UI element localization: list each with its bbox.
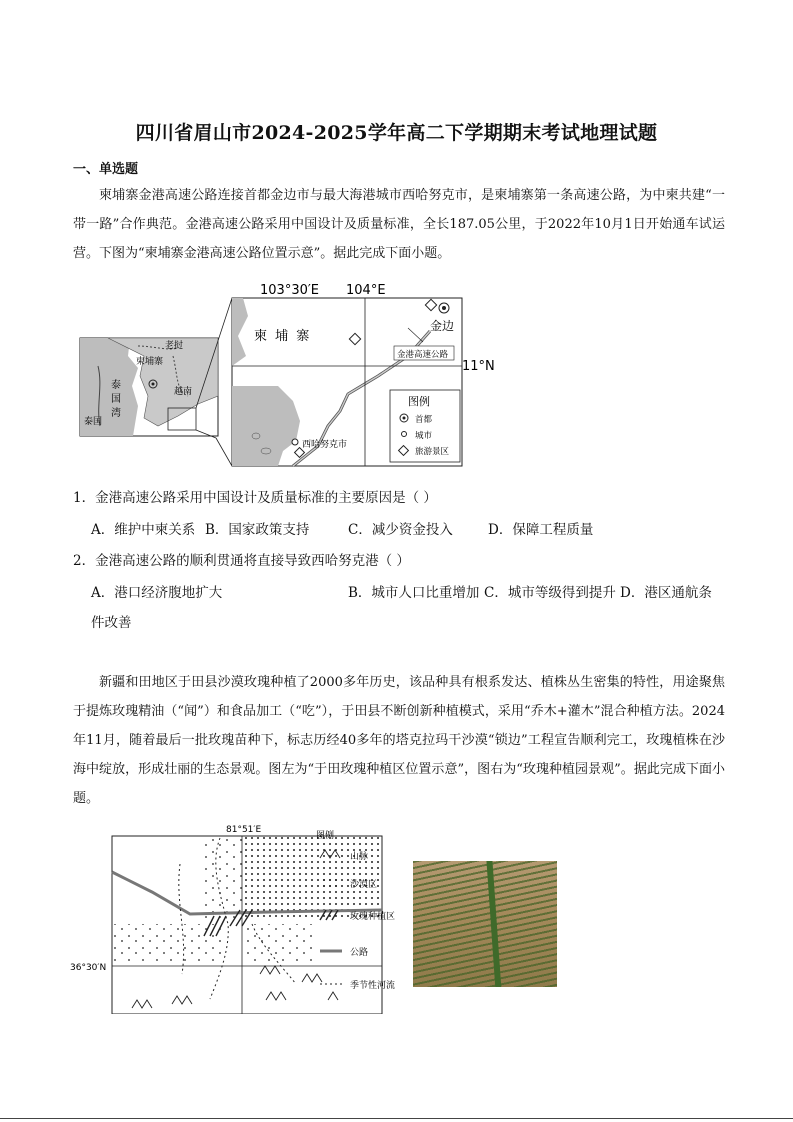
legend-scenic: 旅游景区 [415, 447, 450, 457]
q2-option-c[interactable]: C．城市等级得到提升 [484, 585, 616, 601]
section-label: 一、单选题 [73, 162, 139, 177]
passage-2-text: 新疆和田地区于田县沙漠玫瑰种植了2000多年历史，该品种具有根系发达、植株丛生密集的特性，用途聚焦于提炼玫瑰精油（“闻”）和食品加工（“吃”），于田县不断创新种植模式，采用“乔木+灌木”混合种植方法。2024年11月，随着最后一批玫瑰苗种下，标志历经40多年的塔克拉玛干沙漠“锁边”工程宣告顺利完工，玫瑰植株在沙海中绽放，形成壮丽的生态景观。图左为“于田玫瑰种植区位置示意”，图右为“玫瑰种植园景观”。据此完成下面小题。 [73, 675, 725, 806]
passage-2 [73, 668, 725, 813]
page-title: 四川省眉山市2024-2025学年高二下学期期末考试地理试题 [135, 122, 658, 144]
map2-legend-desert: 沙漠区 [350, 880, 378, 890]
inset-label-cambodia: 柬埔寨 [136, 357, 164, 367]
inset-label-thailand: 泰国 [84, 417, 103, 427]
inset-label-gulf-1: 泰 [111, 380, 121, 391]
q2-option-a[interactable]: A．港口经济腹地扩大 [91, 585, 223, 601]
map2-legend-title: 图例 [316, 831, 335, 841]
inset-label-gulf-3: 湾 [111, 408, 121, 419]
map2-legend-river: 季节性河流 [350, 981, 396, 991]
map2-legend-mountain: 山脉 [350, 852, 369, 862]
legend-city: 城市 [415, 431, 433, 441]
capital-label: 金边 [430, 319, 455, 333]
q1-option-b[interactable]: B．国家政策支持 [205, 522, 310, 538]
q1-option-d[interactable]: D．保障工程质量 [488, 522, 594, 538]
photo-green-strip [486, 861, 502, 987]
question-1-stem: 1．金港高速公路采用中国设计及质量标准的主要原因是（ ） [73, 490, 437, 506]
inset-label-vietnam: 越南 [174, 387, 193, 397]
main-map [232, 283, 495, 466]
country-label: 柬 埔 寨 [254, 329, 312, 344]
inset-label-gulf-2: 国 [111, 394, 121, 405]
map2-legend-rose: 玫瑰种植区 [350, 912, 396, 922]
map2-lon-label: 81°51′E [226, 825, 262, 835]
highway-label: 金港高速公路 [397, 350, 449, 360]
lon-label-1: 103°30′E [260, 283, 320, 298]
lon-label-2: 104°E [346, 283, 386, 298]
inset-map [80, 298, 232, 466]
q2-option-d-wrap: 件改善 [91, 615, 132, 631]
port-label: 西哈努克市 [302, 440, 348, 450]
q1-option-c[interactable]: C．减少资金投入 [348, 522, 453, 538]
q1-option-a[interactable]: A．维护中柬关系 [91, 522, 196, 538]
q2-option-b[interactable]: B．城市人口比重增加 [348, 585, 480, 601]
map2-legend-road: 公路 [350, 948, 369, 958]
passage-1 [73, 181, 725, 268]
legend-title: 图例 [408, 395, 430, 408]
passage-1-text: 柬埔寨金港高速公路连接首都金边市与最大海港城市西哈努克市，是柬埔寨第一条高速公路，为中柬共建“一带一路”合作典范。金港高速公路采用中国设计及质量标准，全长187.05公里，于2022年10月1日开始通车试运营。下图为“柬埔寨金港高速公路位置示意”。据此完成下面小题。 [73, 188, 725, 261]
inset-label-laos: 老挝 [165, 341, 184, 351]
lat-label: 11°N [462, 359, 495, 374]
map2-lat-label: 36°30′N [70, 963, 107, 973]
yutian-rose-map [70, 824, 410, 1014]
q2-option-d[interactable]: D．港区通航条 [620, 585, 712, 601]
legend-capital: 首都 [415, 415, 433, 425]
rose-plantation-photo [413, 861, 557, 987]
cambodia-highway-map [78, 276, 498, 468]
question-2-stem: 2．金港高速公路的顺利贯通将直接导致西哈努克港（ ） [73, 553, 410, 569]
page-bottom-rule [0, 1118, 793, 1119]
